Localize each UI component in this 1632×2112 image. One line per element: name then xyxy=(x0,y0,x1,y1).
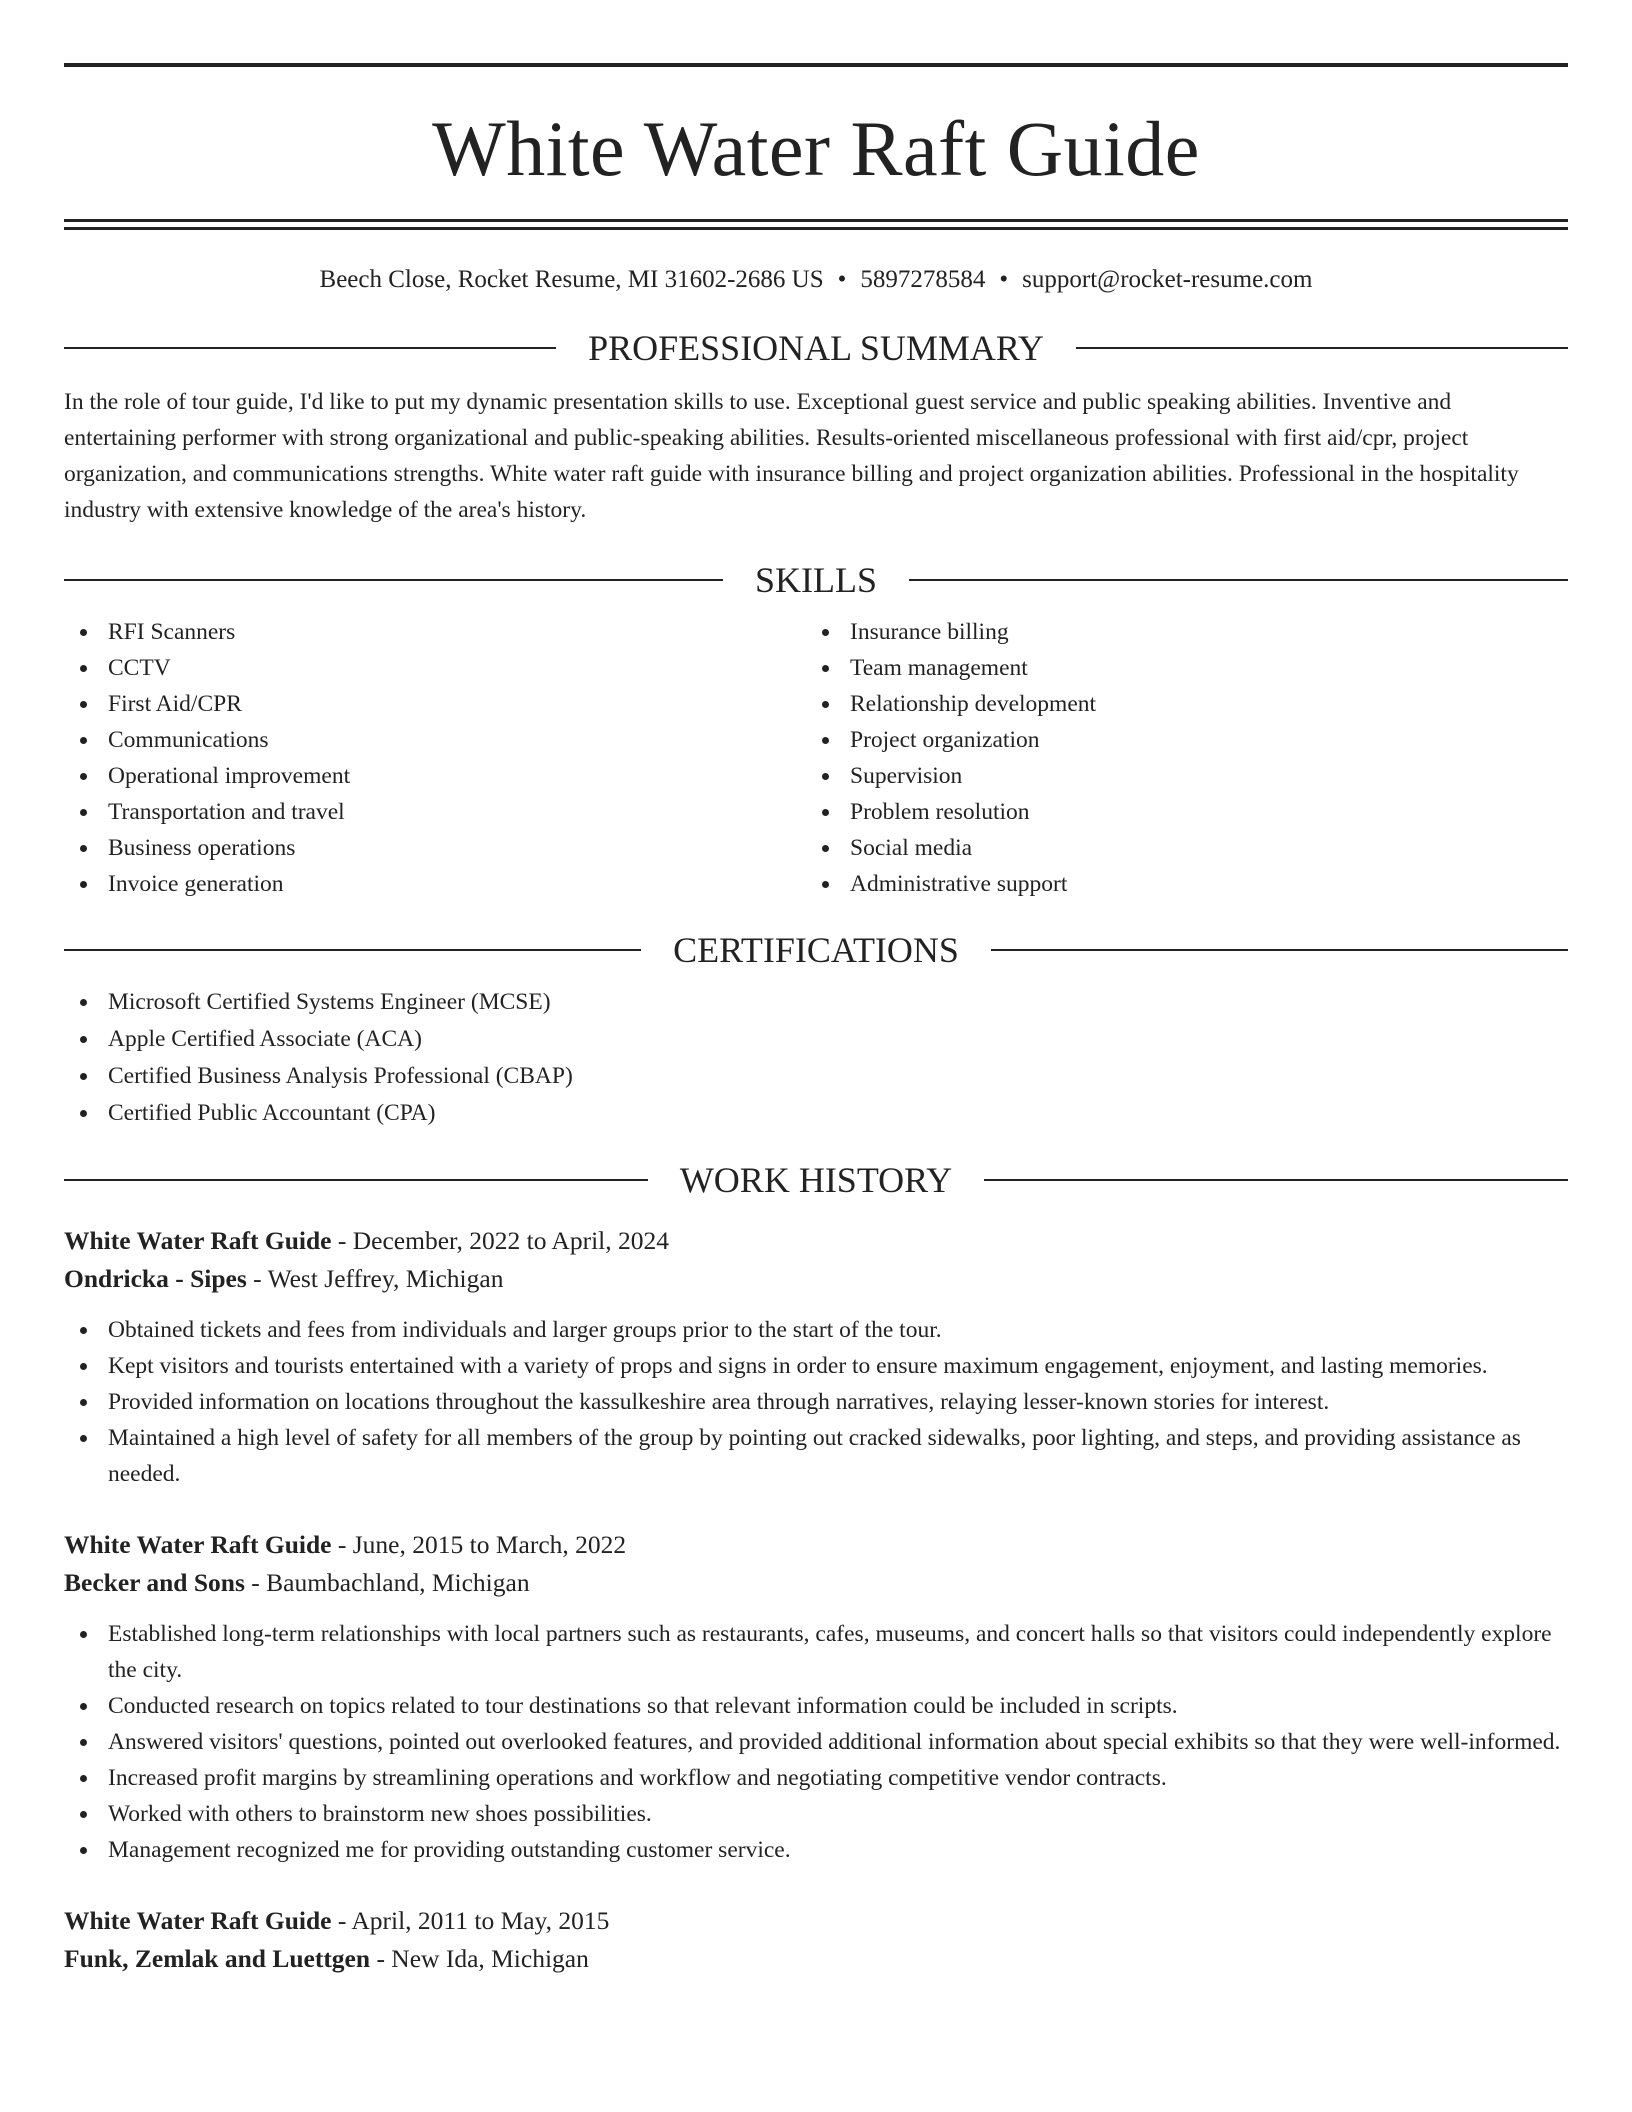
section-title-certifications: CERTIFICATIONS xyxy=(673,930,959,970)
skills-list-right xyxy=(806,614,1548,902)
skill-item: Operational improvement xyxy=(64,758,806,794)
job-bullet: Provided information on locations throughout the kassulkeshire area through narratives, relaying lesser-known stories for interest. xyxy=(64,1384,1568,1420)
job-location: - West Jeffrey, Michigan xyxy=(246,1264,504,1293)
section-title-summary: PROFESSIONAL SUMMARY xyxy=(588,328,1044,368)
skill-item: Project organization xyxy=(806,722,1548,758)
job-entry xyxy=(64,1526,1568,1868)
section-rule xyxy=(64,579,723,581)
work-history-list xyxy=(64,1222,1568,1978)
job-bullet: Kept visitors and tourists entertained with a variety of props and signs in order to ensure maximum engagement, enjoyment, and lasting memories. xyxy=(64,1348,1568,1384)
resume-title: White Water Raft Guide xyxy=(432,105,1200,192)
section-rule xyxy=(909,579,1568,581)
job-bullet: Conducted research on topics related to tour destinations so that relevant information could be included in scripts. xyxy=(64,1688,1568,1724)
section-rule xyxy=(984,1179,1568,1181)
certifications-list xyxy=(64,984,1568,1132)
job-location: - New Ida, Michigan xyxy=(370,1944,589,1973)
job-bullet-list xyxy=(64,1616,1568,1868)
section-header-summary xyxy=(64,326,1568,370)
contact-address: Beech Close, Rocket Resume, MI 31602-2686 US xyxy=(319,266,824,293)
job-title: White Water Raft Guide xyxy=(64,1226,332,1255)
section-rule xyxy=(991,949,1568,951)
skills-list-left xyxy=(64,614,806,902)
section-rule xyxy=(64,347,556,349)
job-title-line xyxy=(64,1526,1568,1564)
skill-item: CCTV xyxy=(64,650,806,686)
skill-item: Administrative support xyxy=(806,866,1548,902)
job-company: Ondricka - Sipes xyxy=(64,1264,247,1293)
job-company-line xyxy=(64,1940,1568,1978)
top-rule xyxy=(64,63,1568,67)
skill-item: RFI Scanners xyxy=(64,614,806,650)
job-title: White Water Raft Guide xyxy=(64,1906,332,1935)
job-bullet: Management recognized me for providing outstanding customer service. xyxy=(64,1832,1568,1868)
skill-item: Invoice generation xyxy=(64,866,806,902)
skill-item: Business operations xyxy=(64,830,806,866)
job-entry xyxy=(64,1902,1568,1978)
skill-item: Relationship development xyxy=(806,686,1548,722)
skill-item: Supervision xyxy=(806,758,1548,794)
section-rule xyxy=(1076,347,1568,349)
job-bullet: Established long-term relationships with local partners such as restaurants, cafes, museums, and concert halls so that visitors could independently explore the city. xyxy=(64,1616,1568,1688)
job-entry xyxy=(64,1222,1568,1492)
section-header-certifications xyxy=(64,928,1568,972)
section-title-work: WORK HISTORY xyxy=(679,1160,953,1200)
contact-email: support@rocket-resume.com xyxy=(1022,266,1313,293)
contact-separator: • xyxy=(837,266,847,293)
contact-phone: 5897278584 xyxy=(860,266,986,293)
skill-item: Insurance billing xyxy=(806,614,1548,650)
section-rule xyxy=(64,1179,648,1181)
certification-item: Microsoft Certified Systems Engineer (MCSE) xyxy=(64,984,1568,1021)
summary-text: In the role of tour guide, I'd like to put my dynamic presentation skills to use. Exceptional guest service and public speaking abilities. Inventive and entertaining performer with strong organizational and public-speaking abilities. Results-oriented miscellaneous professional with first aid/cpr, project organization, and communications strengths. White water raft guide with insurance billing and project organization abilities. Professional in the hospitality industry with extensive knowledge of the area's history. xyxy=(64,389,1519,523)
contact-line xyxy=(64,264,1568,296)
section-title-skills: SKILLS xyxy=(755,560,878,600)
certification-item: Certified Business Analysis Professional (CBAP) xyxy=(64,1058,1568,1095)
job-location: - Baumbachland, Michigan xyxy=(244,1568,530,1597)
job-dates: - April, 2011 to May, 2015 xyxy=(331,1906,610,1935)
skills-columns xyxy=(64,614,1568,902)
skill-item: First Aid/CPR xyxy=(64,686,806,722)
job-dates: - June, 2015 to March, 2022 xyxy=(331,1530,627,1559)
skill-item: Problem resolution xyxy=(806,794,1548,830)
job-company-line xyxy=(64,1260,1568,1298)
job-bullet: Answered visitors' questions, pointed out overlooked features, and provided additional information about special exhibits so that they were well-informed. xyxy=(64,1724,1568,1760)
certification-item: Certified Public Accountant (CPA) xyxy=(64,1095,1568,1132)
section-header-work xyxy=(64,1158,1568,1202)
resume-page xyxy=(64,0,1568,1978)
job-dates: - December, 2022 to April, 2024 xyxy=(331,1226,670,1255)
certification-item: Apple Certified Associate (ACA) xyxy=(64,1021,1568,1058)
job-bullet: Obtained tickets and fees from individuals and larger groups prior to the start of the tour. xyxy=(64,1312,1568,1348)
section-rule xyxy=(64,949,641,951)
skill-item: Team management xyxy=(806,650,1548,686)
job-bullet: Worked with others to brainstorm new shoes possibilities. xyxy=(64,1796,1568,1832)
title-double-rule xyxy=(64,219,1568,230)
skill-item: Communications xyxy=(64,722,806,758)
section-header-skills xyxy=(64,558,1568,602)
job-title-line xyxy=(64,1222,1568,1260)
job-title: White Water Raft Guide xyxy=(64,1530,332,1559)
job-bullet: Increased profit margins by streamlining operations and workflow and negotiating competitive vendor contracts. xyxy=(64,1760,1568,1796)
contact-separator: • xyxy=(999,266,1009,293)
job-bullet: Maintained a high level of safety for all members of the group by pointing out cracked sidewalks, poor lighting, and steps, and providing assistance as needed. xyxy=(64,1420,1568,1492)
job-company-line xyxy=(64,1564,1568,1602)
skill-item: Transportation and travel xyxy=(64,794,806,830)
skill-item: Social media xyxy=(806,830,1548,866)
job-company: Funk, Zemlak and Luettgen xyxy=(64,1944,371,1973)
job-bullet-list xyxy=(64,1312,1568,1492)
job-title-line xyxy=(64,1902,1568,1940)
job-company: Becker and Sons xyxy=(64,1568,245,1597)
